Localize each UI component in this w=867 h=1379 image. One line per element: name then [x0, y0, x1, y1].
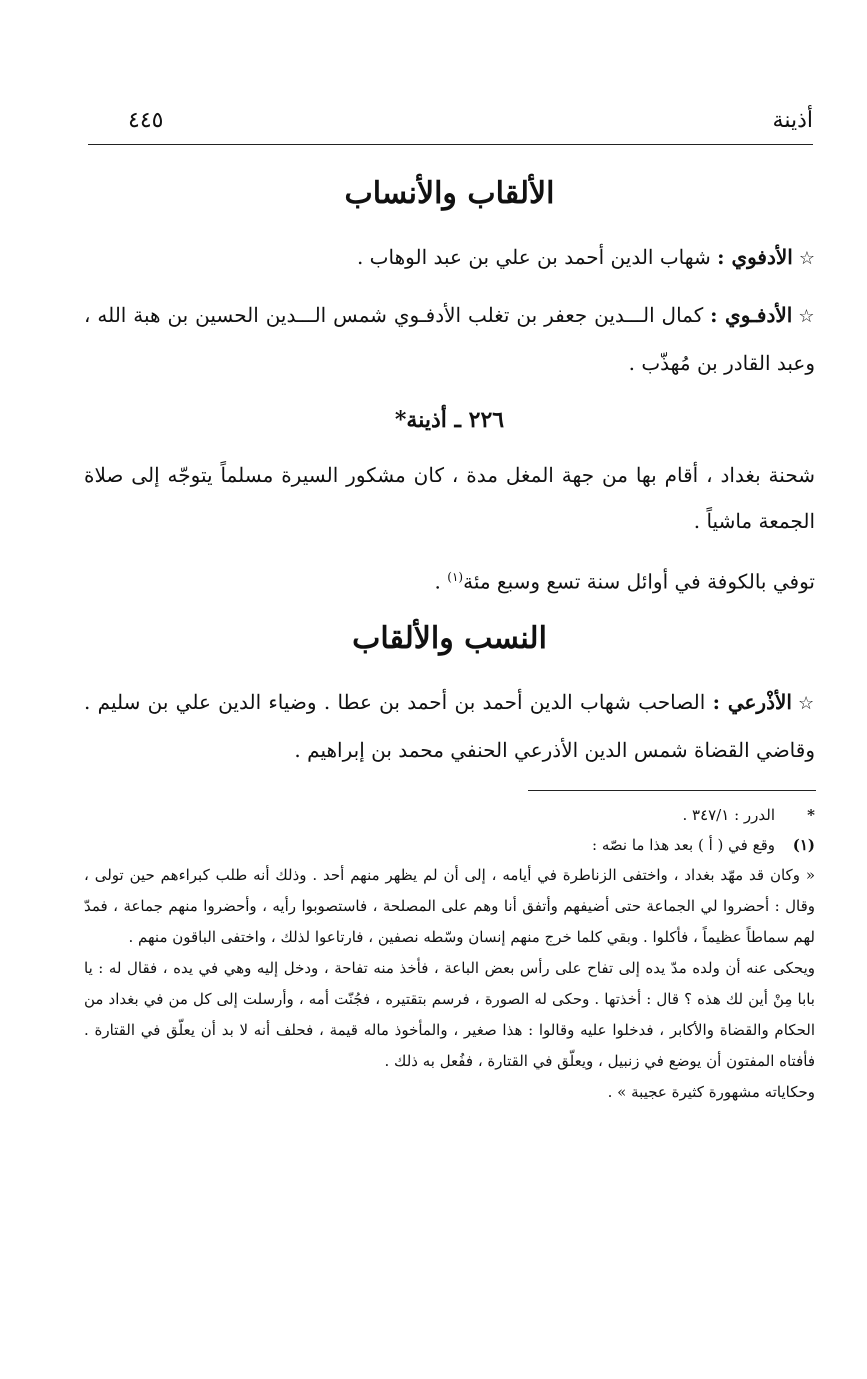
death-text: توفي بالكوفة في أوائل سنة تسع وسبع مئة: [463, 569, 815, 594]
footnote-star: [84, 800, 815, 830]
entry-adfawi-2: [84, 292, 815, 386]
biography-death-paragraph: [84, 554, 815, 605]
footnote-text: وقع في ( أ ) بعد هذا ما نصّه :: [592, 836, 775, 854]
footnote-text: الدرر : ٣٤٧/١ .: [682, 806, 775, 824]
entry-term: الأدفوي :: [717, 245, 793, 269]
footnote-divider: [528, 790, 816, 791]
entry-text: كمال الـــدين جعفر بن تغلب الأدفـوي شمس الـــدين الحسين بن هبة الله ، وعبد القادر بن مُهذّب .: [84, 303, 815, 375]
footnote-quote-paragraph: « وكان قد مهّد بغداد ، واختفى الزناطرة في أيامه ، إلى أن لم يظهر منهم أحد . وذلك أنه طلب كبراءهم حين تولى ، وقال : أحضروا لي الجماعة حتى أضيفهم وأتفق أنا وهم على المصلحة ، فاستصوبوا رأيه ، وأحضروا منهم جماعة ، فمدّ لهم سماطاً عظيماً ، فأكلوا . وبقي كلما خرج منهم إنسان وسّطه نصفين ، فارتاعوا لذلك ، واختفى الباقون منهم .: [84, 866, 815, 946]
footnote-reference: (١): [447, 570, 464, 584]
star-icon: ☆: [797, 692, 816, 714]
page-number: ٤٤٥: [128, 108, 164, 133]
footnotes: [84, 800, 815, 1108]
footnote-mark: *: [807, 806, 815, 824]
biography-paragraph: شحنة بغداد ، أقام بها من جهة المغل مدة ، كان مشكور السيرة مسلماً يتوجّه إلى صلاة الجمعة ماشياً .: [84, 463, 815, 533]
star-icon: ☆: [798, 248, 815, 269]
running-title: أذينة: [772, 108, 813, 133]
footnote-mark: (١): [792, 836, 815, 854]
footnote-1: [84, 830, 815, 860]
section-title-nasab-alqab: النسب والألقاب: [352, 620, 547, 656]
footnote-quote-paragraph: ويحكى عنه أن ولده مدّ يده إلى تفاح على رأس بعض الباعة ، فأخذ منه تفاحة ، ودخل إليه وهي في يده ، فقال له : يا بابا مِنْ أين لك هذه ؟ قال : أخذتها . وحكى له الصورة ، فرسم بتقتيره ، فجُنّت أمه ، وأرسلت إلى كل من في بغداد من الحكام والقضاة والأكابر ، فدخلوا عليه وقالوا : هذا صغير ، والمأخوذ ماله قيمة ، فحلف أنه لا بد أن يعلّق في القتارة . فأفتاه المفتون أن يوضع في زنبيل ، ويعلّق في القتارة ، ففُعل به ذلك .: [84, 959, 815, 1070]
biography-heading: ٢٢٦ ـ أذينة*: [394, 407, 505, 433]
footnote-quote-paragraph: وحكاياته مشهورة كثيرة عجيبة » .: [607, 1083, 815, 1101]
page-header: [88, 108, 813, 145]
entry-adfawi-1: [84, 234, 815, 282]
entry-term: الأذْرعي :: [712, 689, 792, 714]
section-title-alqab-ansab: الألقاب والأنساب: [344, 176, 555, 211]
star-icon: ☆: [798, 306, 816, 327]
entry-text: شهاب الدين أحمد بن علي بن عبد الوهاب .: [356, 245, 711, 269]
death-text-end: .: [434, 569, 448, 594]
entry-text: الصاحب شهاب الدين أحمد بن أحمد بن عطا . وضياء الدين علي بن سليم . وقاضي القضاة شمس الدين الأذرعي الحنفي محمد بن إبراهيم .: [84, 689, 815, 762]
entry-adhrai: [84, 679, 815, 773]
entry-term: الأدفـوي :: [710, 303, 793, 327]
main-text: [84, 170, 815, 783]
